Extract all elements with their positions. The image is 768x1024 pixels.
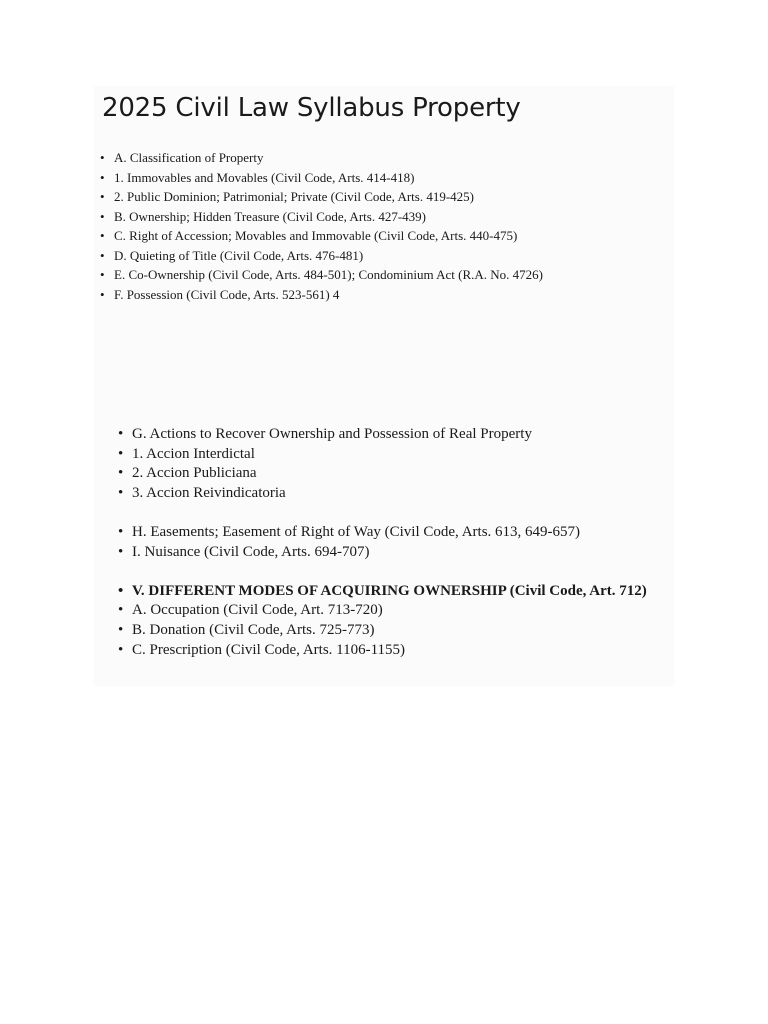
list-item-text: A. Occupation (Civil Code, Art. 713-720) — [132, 602, 383, 619]
list-item-text: B. Ownership; Hidden Treasure (Civil Code, Arts. 427-439) — [114, 208, 426, 224]
bullet-icon: • — [118, 484, 124, 501]
list-spacer — [118, 562, 678, 582]
list-item-text: C. Right of Accession; Movables and Immovable (Civil Code, Arts. 440-475) — [114, 228, 518, 243]
list-item-heading — [118, 582, 678, 602]
list-item-text: 2. Public Dominion; Patrimonial; Private (Civil Code, Arts. 419-425) — [114, 189, 475, 204]
list-item — [100, 187, 660, 207]
list-item-text: H. Easements; Easement of Right of Way (Civil Code, Arts. 613, 649-657) — [132, 523, 581, 540]
bullet-icon: • — [100, 247, 105, 263]
list-item — [118, 445, 678, 465]
list-item-text: I. Nuisance (Civil Code, Arts. 694-707) — [132, 543, 370, 560]
list-item — [100, 265, 660, 285]
bullet-icon: • — [100, 189, 105, 204]
list-item-text: F. Possession (Civil Code, Arts. 523-561) 4 — [114, 286, 340, 302]
list-item — [100, 246, 660, 266]
bullet-icon: • — [118, 426, 124, 442]
list-item-text: G. Actions to Recover Ownership and Possession of Real Property — [132, 426, 532, 442]
bullet-icon: • — [100, 228, 105, 243]
list-item — [118, 601, 678, 621]
list-spacer — [118, 503, 678, 523]
list-item — [100, 168, 660, 188]
list-item — [118, 641, 678, 661]
bullet-icon: • — [100, 169, 105, 185]
list-item — [100, 285, 660, 305]
bullet-icon: • — [100, 267, 105, 282]
list-item — [118, 484, 678, 504]
list-item-text: E. Co-Ownership (Civil Code, Arts. 484-501); Condominium Act (R.A. No. 4726) — [114, 267, 543, 282]
list-item — [118, 621, 678, 641]
list-item-text: 3. Accion Reivindicatoria — [132, 484, 286, 501]
bullet-icon: • — [118, 621, 124, 638]
list-item — [118, 543, 678, 563]
bullet-icon: • — [118, 582, 124, 599]
bullet-icon: • — [118, 543, 124, 560]
bullet-icon: • — [100, 150, 105, 165]
list-item-text: A. Classification of Property — [114, 150, 264, 165]
list-item-text: D. Quieting of Title (Civil Code, Arts. 476-481) — [114, 247, 364, 263]
bullet-icon: • — [118, 465, 124, 482]
list-item-text: B. Donation (Civil Code, Arts. 725-773) — [132, 621, 375, 638]
syllabus-list-part-2 — [118, 425, 678, 660]
list-item — [100, 148, 660, 168]
list-item-text: 1. Accion Interdictal — [132, 445, 255, 462]
bullet-icon: • — [100, 286, 105, 302]
list-item-text: 1. Immovables and Movables (Civil Code, Arts. 414-418) — [114, 169, 415, 185]
bullet-icon: • — [100, 208, 105, 224]
bullet-icon: • — [118, 602, 124, 619]
list-item — [118, 464, 678, 484]
list-item — [100, 226, 660, 246]
bullet-icon: • — [118, 523, 124, 540]
syllabus-list-part-1 — [100, 148, 660, 304]
list-item-text: 2. Accion Publiciana — [132, 465, 257, 482]
bullet-icon: • — [118, 445, 124, 462]
list-item — [118, 425, 678, 445]
list-item — [100, 207, 660, 227]
list-item-text: V. DIFFERENT MODES OF ACQUIRING OWNERSHIP (Civil Code, Art. 712) — [132, 582, 647, 599]
document-title: 2025 Civil Law Syllabus Property — [102, 93, 521, 123]
list-item — [118, 523, 678, 543]
bullet-icon: • — [118, 641, 124, 658]
list-item-text: C. Prescription (Civil Code, Arts. 1106-1155) — [132, 641, 406, 658]
